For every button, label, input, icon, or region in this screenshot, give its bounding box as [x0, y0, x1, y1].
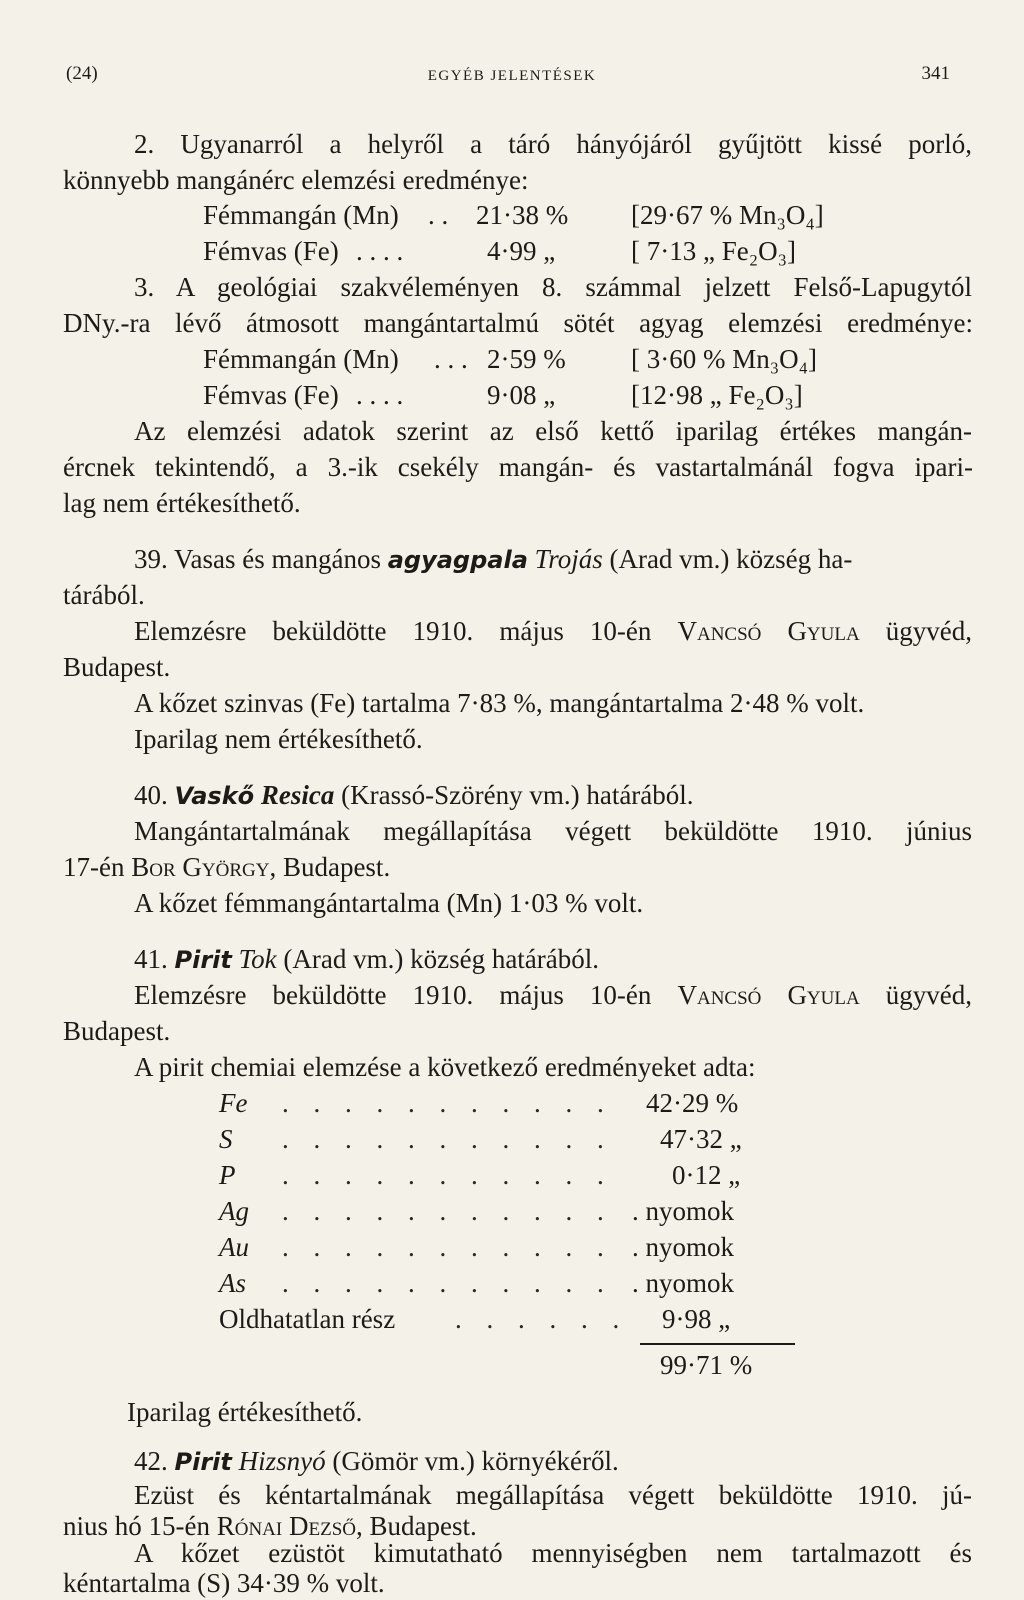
rock-type: Vaskő — [174, 782, 255, 810]
analysis-value: 2·59 % — [487, 344, 566, 374]
rock-type: agyagpala — [387, 546, 528, 574]
text-run: nius hó 15-én — [63, 1511, 210, 1541]
paragraph-line: Budapest. — [63, 1016, 171, 1046]
entry-rest: (Krassó-Szörény vm.) határából. — [341, 780, 694, 810]
leader-dots: . . . . . . . . . . . — [282, 1088, 613, 1118]
text-run: , Budapest. — [355, 1511, 477, 1541]
sum-rule — [640, 1343, 795, 1345]
paragraph-line: tárából. — [63, 580, 145, 610]
analysis-bracket: [ 3·60 % Mn₃O₄] — [631, 344, 818, 374]
analysis-bracket: [12·98 „ Fe₂O₃] — [631, 380, 803, 410]
paragraph-line — [134, 977, 972, 1013]
analysis-dots: . . . . — [356, 236, 404, 266]
paragraph-line: A kőzet szinvas (Fe) tartalma 7·83 %, mangántartalma 2·48 % volt. — [134, 688, 865, 718]
element-symbol: Oldhatatlan rész — [219, 1304, 396, 1334]
analysis-dots: . . — [428, 200, 449, 230]
leader-dots: . . . . . . . . . . . — [282, 1160, 613, 1190]
leader-dots: . . . . . . — [455, 1304, 629, 1334]
element-symbol: S — [219, 1124, 233, 1154]
paragraph-line: Iparilag nem értékesíthető. — [134, 724, 423, 754]
paragraph-line: lag nem értékesíthető. — [63, 488, 301, 518]
leader-dots: . . . . . . . . . . . — [282, 1232, 613, 1262]
entry-heading-40 — [134, 777, 972, 814]
paragraph-line — [134, 613, 972, 649]
entry-rest: (Arad vm.) község határából. — [283, 944, 600, 974]
locality: Hizsnyó — [238, 1446, 326, 1476]
leader-dots: . . . . . . . . . . . — [282, 1196, 613, 1226]
element-symbol: P — [219, 1160, 236, 1190]
element-symbol: As — [219, 1268, 246, 1298]
element-symbol: Ag — [219, 1196, 249, 1226]
person-name: Vancsó Gyula — [677, 616, 860, 646]
paragraph-line: Budapest. — [63, 652, 171, 682]
entry-rest: (Arad vm.) község ha- — [609, 544, 853, 574]
element-value: 47·32 „ — [660, 1124, 742, 1154]
element-symbol: Au — [219, 1232, 249, 1262]
entry-heading-39 — [134, 541, 972, 578]
analysis-total: 99·71 % — [660, 1350, 753, 1380]
entry-heading-42 — [134, 1443, 972, 1480]
paragraph-line: könnyebb mangánérc elemzési eredménye: — [63, 165, 529, 195]
text-run: Elemzésre beküldötte 1910. május 10-én — [134, 980, 652, 1010]
rock-type: Pirit — [174, 946, 232, 974]
paragraph-line: Az elemzési adatok szerint az első kettő iparilag értékes mangán- — [134, 416, 972, 446]
paragraph-line: A kőzet fémmangántartalma (Mn) 1·03 % volt. — [134, 888, 644, 918]
element-value: . nyomok — [632, 1232, 735, 1262]
element-value: 42·29 % — [646, 1088, 739, 1118]
person-name: Rónai Dezső — [216, 1511, 356, 1541]
entry-number: 39. Vasas és mangános — [134, 544, 381, 574]
entry-number: 42. — [134, 1446, 168, 1476]
paragraph-line: DNy.-ra lévő átmosott mangántartalmú sötét agyag elemzési eredménye: — [63, 308, 973, 338]
person-name: Bor György — [131, 852, 270, 882]
element-value: 0·12 „ — [672, 1160, 741, 1190]
paragraph-line: A kőzet ezüstöt kimutatható mennyiségben nem tartalmazott és — [134, 1538, 972, 1568]
rock-type: Pirit — [174, 1448, 232, 1476]
element-value: 9·98 „ — [662, 1304, 731, 1334]
element-symbol: Fe — [219, 1088, 248, 1118]
analysis-bracket: [29·67 % Mn₃O₄] — [631, 200, 824, 230]
analysis-value: 21·38 % — [476, 200, 569, 230]
analysis-dots: . . . — [434, 344, 468, 374]
paragraph-line: 2. Ugyanarról a helyről a táró hányójáról gyűjtött kissé porló, — [134, 129, 972, 159]
closing-line: kéntartalma (S) 34·39 % volt. — [63, 1568, 385, 1598]
analysis-value: 9·08 „ — [487, 380, 556, 410]
analysis-label: Fémmangán (Mn) — [203, 344, 399, 374]
entry-number: 40. — [134, 780, 168, 810]
leader-dots: . . . . . . . . . . . — [282, 1268, 613, 1298]
paragraph-line — [63, 849, 973, 885]
analysis-bracket: [ 7·13 „ Fe₂O₃] — [631, 236, 797, 266]
entry-rest: (Gömör vm.) környékéről. — [332, 1446, 619, 1476]
paragraph-line: ércnek tekintendő, a 3.-ik csekély mangán- és vastartalmánál fogva ipari- — [63, 452, 973, 482]
text-run: 17-én — [63, 852, 125, 882]
analysis-label: Fémvas (Fe) — [203, 380, 339, 410]
paragraph-line: A pirit chemiai elemzése a következő eredményeket adta: — [134, 1052, 756, 1082]
paragraph-line: 3. A geológiai szakvéleményen 8. számmal jelzett Felső-Lapugytól — [134, 272, 972, 302]
element-value: . nyomok — [632, 1196, 735, 1226]
text-run: , Budapest. — [269, 852, 391, 882]
analysis-value: 4·99 „ — [487, 236, 556, 266]
leader-dots: . . . . . . . . . . . — [282, 1124, 613, 1154]
header-page-number: 341 — [921, 63, 950, 84]
header-page-ref: (24) — [66, 63, 98, 84]
paragraph-line: Ezüst és kéntartalmának megállapítása végett beküldötte 1910. jú- — [134, 1480, 972, 1510]
analysis-dots: . . . . — [356, 380, 404, 410]
paragraph-line: Mangántartalmának megállapítása végett beküldötte 1910. június — [134, 816, 972, 846]
text-run: ügyvéd, — [885, 616, 973, 646]
analysis-label: Fémvas (Fe) — [203, 236, 339, 266]
analysis-label: Fémmangán (Mn) — [203, 200, 399, 230]
person-name: Vancsó Gyula — [677, 980, 860, 1010]
paragraph-line: Iparilag értékesíthető. — [127, 1397, 363, 1427]
locality: Resica — [260, 780, 335, 810]
entry-number: 41. — [134, 944, 168, 974]
locality: Trojás — [534, 544, 603, 574]
entry-heading-41 — [134, 941, 972, 978]
element-value: . nyomok — [632, 1268, 735, 1298]
header-title: EGYÉB JELENTÉSEK — [427, 68, 597, 84]
text-run: Elemzésre beküldötte 1910. május 10-én — [134, 616, 652, 646]
text-run: ügyvéd, — [885, 980, 973, 1010]
locality: Tok — [238, 944, 277, 974]
